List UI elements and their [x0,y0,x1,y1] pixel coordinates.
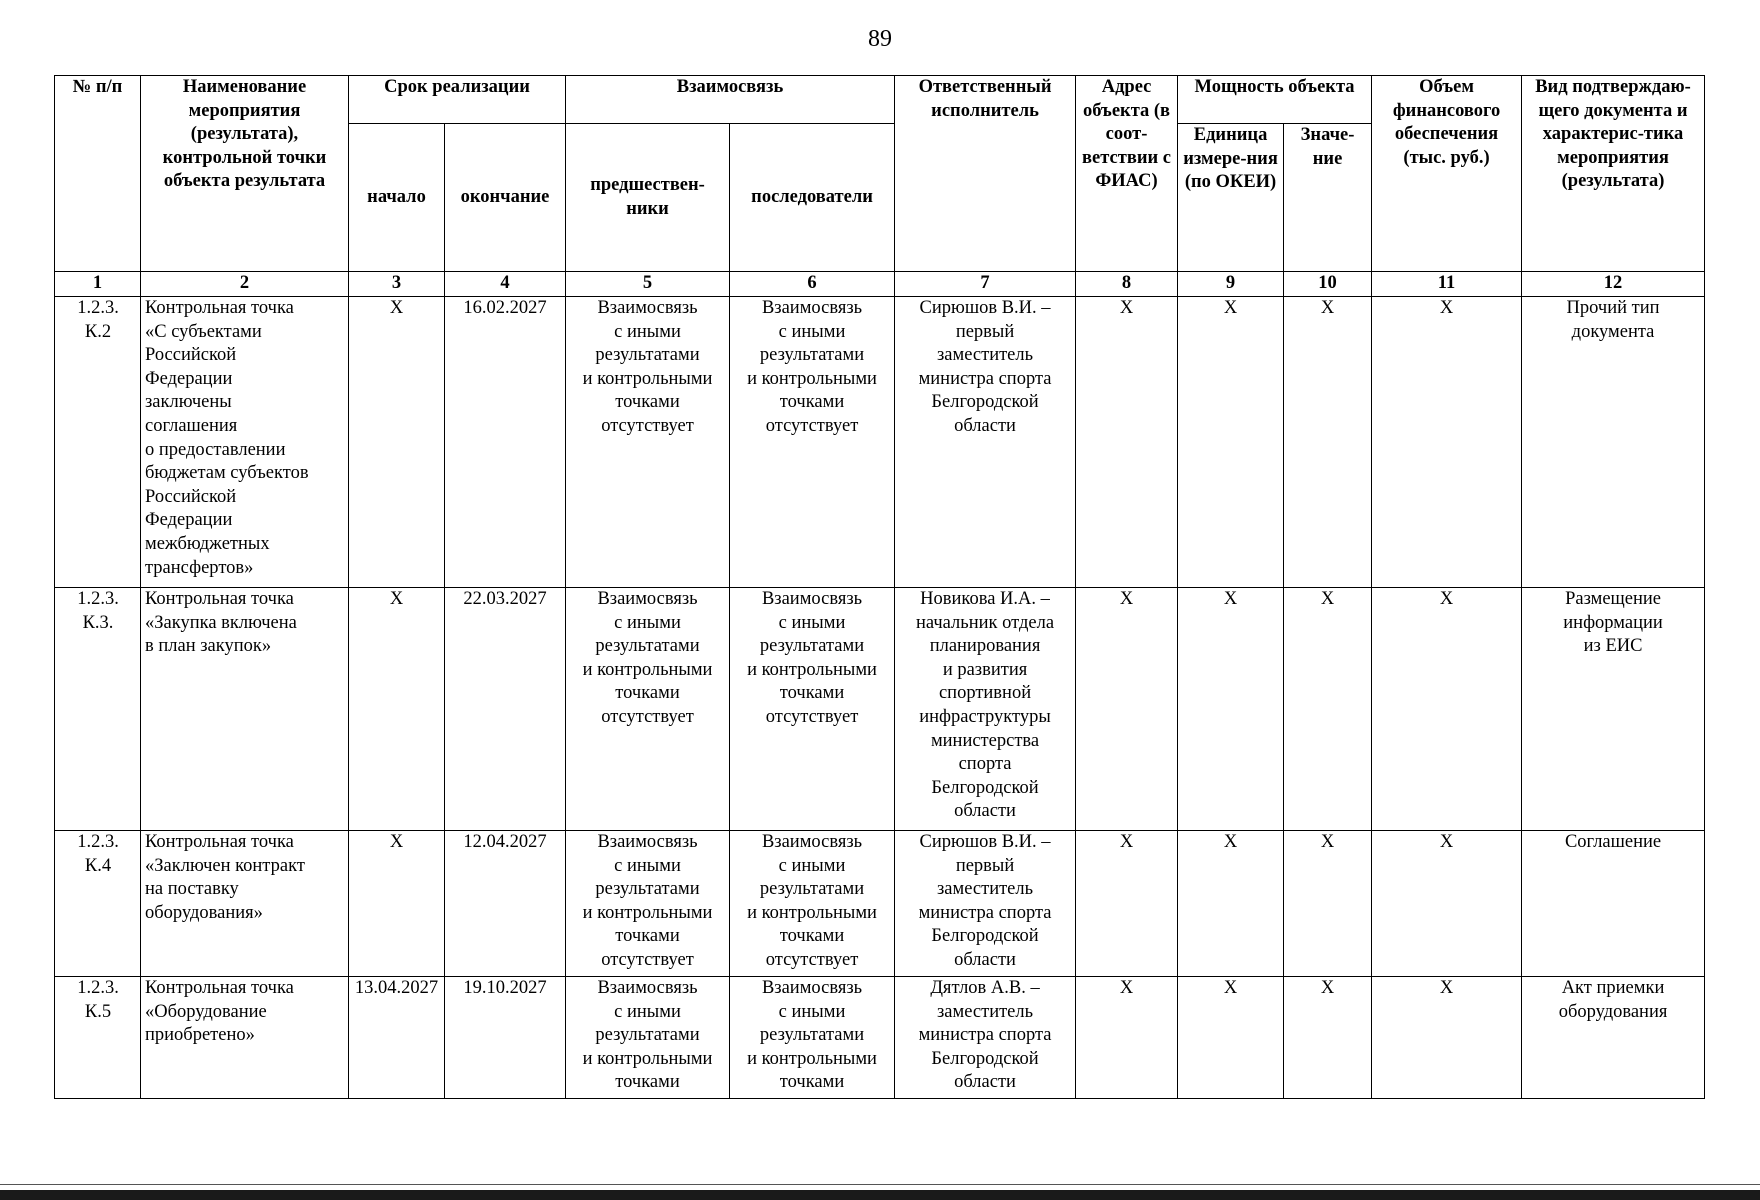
successors: Взаимосвязь с иными результатами и контрольными точками отсутствует [730,588,895,831]
column-number: 12 [1522,272,1705,297]
column-number: 9 [1178,272,1284,297]
capacity-value: X [1284,831,1372,977]
object-address: X [1076,297,1178,588]
end-date: 12.04.2027 [445,831,566,977]
column-number: 10 [1284,272,1372,297]
start-date: 13.04.2027 [349,977,445,1099]
table-row [55,977,1705,1099]
successors: Взаимосвязь с иными результатами и контрольными точками отсутствует [730,831,895,977]
capacity-value: X [1284,977,1372,1099]
end-date: 19.10.2027 [445,977,566,1099]
table-body [55,297,1705,1099]
table-row [55,831,1705,977]
table-header [55,76,1705,297]
page-number: 89 [868,26,892,52]
column-number: 2 [141,272,349,297]
financing-volume: X [1372,588,1522,831]
document-type: Акт приемки оборудования [1522,977,1705,1099]
capacity-unit: X [1178,977,1284,1099]
header-document-type: Вид подтверждаю-щего документа и характерис-тика мероприятия (результата) [1522,76,1705,272]
responsible-person: Сирюшов В.И. – первый заместитель министра спорта Белгородской области [895,831,1076,977]
header-financing: Объем финансового обеспечения (тыс. руб.) [1372,76,1522,272]
scan-edge-bar [0,1190,1760,1200]
responsible-person: Новикова И.А. – начальник отдела планирования и развития спортивной инфраструктуры министерства спорта Белгородской области [895,588,1076,831]
successors: Взаимосвязь с иными результатами и контрольными точками [730,977,895,1099]
column-number-row [55,272,1705,297]
table-row [55,297,1705,588]
end-date: 22.03.2027 [445,588,566,831]
column-number: 11 [1372,272,1522,297]
responsible-person: Дятлов А.В. – заместитель министра спорта Белгородской области [895,977,1076,1099]
financing-volume: X [1372,831,1522,977]
start-date: X [349,588,445,831]
object-address: X [1076,831,1178,977]
capacity-value: X [1284,297,1372,588]
responsible-person: Сирюшов В.И. – первый заместитель министра спорта Белгородской области [895,297,1076,588]
header-end: окончание [445,124,566,272]
header-name: Наименование мероприятия (результата), контрольной точки объекта результата [141,76,349,272]
header-capacity: Мощность объекта [1178,76,1372,124]
header-number: № п/п [55,76,141,272]
document-type: Прочий тип документа [1522,297,1705,588]
capacity-value: X [1284,588,1372,831]
start-date: X [349,831,445,977]
table-row [55,588,1705,831]
document-type: Соглашение [1522,831,1705,977]
header-relation: Взаимосвязь [566,76,895,124]
document-type: Размещение информации из ЕИС [1522,588,1705,831]
header-successors: последователи [730,124,895,272]
financing-volume: X [1372,977,1522,1099]
start-date: X [349,297,445,588]
predecessors: Взаимосвязь с иными результатами и контрольными точками отсутствует [566,297,730,588]
financing-volume: X [1372,297,1522,588]
row-number: 1.2.3. К.4 [55,831,141,977]
header-address: Адрес объекта (в соот-ветствии с ФИАС) [1076,76,1178,272]
object-address: X [1076,588,1178,831]
header-predecessors: предшествен-ники [566,124,730,272]
header-start: начало [349,124,445,272]
column-number: 3 [349,272,445,297]
scan-edge-line [0,1184,1760,1185]
measure-name: Контрольная точка «С субъектами Российской Федерации заключены соглашения о предоставлении бюджетам субъектов Российской Федерации межбюджетных трансфертов» [141,297,349,588]
header-unit: Единица измере-ния (по ОКЕИ) [1178,124,1284,272]
column-number: 1 [55,272,141,297]
measures-table [54,75,1705,1099]
predecessors: Взаимосвязь с иными результатами и контрольными точками отсутствует [566,831,730,977]
capacity-unit: X [1178,297,1284,588]
row-number: 1.2.3. К.5 [55,977,141,1099]
header-responsible: Ответственный исполнитель [895,76,1076,272]
column-number: 8 [1076,272,1178,297]
predecessors: Взаимосвязь с иными результатами и контрольными точками отсутствует [566,588,730,831]
column-number: 7 [895,272,1076,297]
column-number: 5 [566,272,730,297]
column-number: 6 [730,272,895,297]
column-number: 4 [445,272,566,297]
end-date: 16.02.2027 [445,297,566,588]
measure-name: Контрольная точка «Закупка включена в план закупок» [141,588,349,831]
row-number: 1.2.3. К.2 [55,297,141,588]
measure-name: Контрольная точка «Оборудование приобретено» [141,977,349,1099]
capacity-unit: X [1178,831,1284,977]
capacity-unit: X [1178,588,1284,831]
predecessors: Взаимосвязь с иными результатами и контрольными точками [566,977,730,1099]
row-number: 1.2.3. К.3. [55,588,141,831]
measure-name: Контрольная точка «Заключен контракт на поставку оборудования» [141,831,349,977]
object-address: X [1076,977,1178,1099]
successors: Взаимосвязь с иными результатами и контрольными точками отсутствует [730,297,895,588]
header-deadline: Срок реализации [349,76,566,124]
header-value: Значе-ние [1284,124,1372,272]
